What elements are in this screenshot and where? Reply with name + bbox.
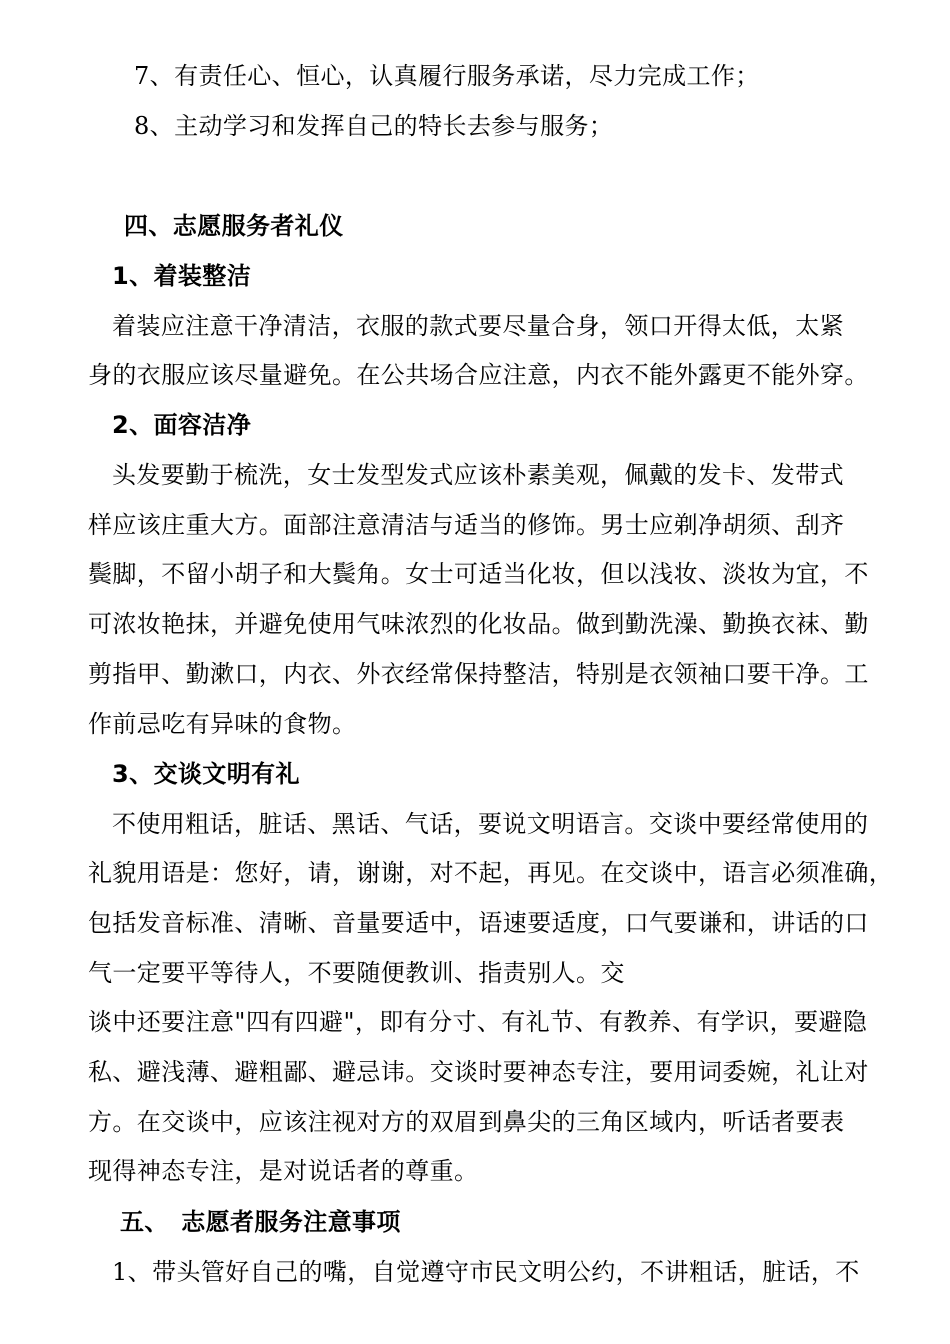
paragraph-line: 不使用粗话，脏话、黑话、气话，要说文明语言。交谈中要经常使用的 [112,810,869,838]
subsection-title: 2、面容洁净 [112,411,252,439]
paragraph-line: 1、带头管好自己的嘴，自觉遵守市民文明公约，不讲粗话，脏话，不 [112,1258,860,1286]
paragraph-line: 鬓脚，不留小胡子和大鬓角。女士可适当化妆，但以浅妆、淡妆为宜，不 [88,560,869,588]
paragraph-line: 私、避浅薄、避粗鄙、避忌讳。交谈时要神态专注，要用词委婉，礼让对 [88,1058,869,1086]
list-item: 8、主动学习和发挥自己的特长去参与服务； [134,112,614,140]
paragraph-line: 样应该庄重大方。面部注意清洁与适当的修饰。男士应剃净胡须、刮齐 [88,511,845,539]
list-item: 7、有责任心、恒心，认真履行服务承诺，尽力完成工作； [134,62,760,90]
paragraph-line: 剪指甲、勤漱口，内衣、外衣经常保持整洁，特别是衣领袖口要干净。工 [88,660,869,688]
paragraph-line: 作前忌吃有异味的食物。 [88,710,357,738]
paragraph-line: 礼貌用语是：您好，请，谢谢，对不起，再见。在交谈中，语言必须准确， [88,859,894,887]
paragraph-line: 头发要勤于梳洗，女士发型发式应该朴素美观，佩戴的发卡、发带式 [112,461,844,489]
paragraph-line: 谈中还要注意"四有四避"，即有分寸、有礼节、有教养、有学识，要避隐 [88,1008,868,1036]
section-heading: 四、志愿服务者礼仪 [124,212,344,240]
paragraph-line: 气一定要平等待人，不要随便教训、指责别人。交 [88,959,625,987]
subsection-title: 3、交谈文明有礼 [112,760,300,788]
paragraph-line: 可浓妆艳抹，并避免使用气味浓烈的化妆品。做到勤洗澡、勤换衣袜、勤 [88,610,869,638]
paragraph-line: 现得神态专注，是对说话者的尊重。 [88,1157,479,1185]
subsection-title: 1、着装整洁 [112,262,252,290]
paragraph-line: 着装应注意干净清洁，衣服的款式要尽量合身，领口开得太低，太紧 [112,312,844,340]
paragraph-line: 包括发音标准、清晰、音量要适中，语速要适度，口气要谦和，讲话的口 [88,909,869,937]
paragraph-line: 方。在交谈中，应该注视对方的双眉到鼻尖的三角区域内，听话者要表 [88,1108,845,1136]
section-heading: 五、 志愿者服务注意事项 [120,1208,401,1236]
paragraph-line: 身的衣服应该尽量避免。在公共场合应注意，内衣不能外露更不能外穿。 [88,361,869,389]
